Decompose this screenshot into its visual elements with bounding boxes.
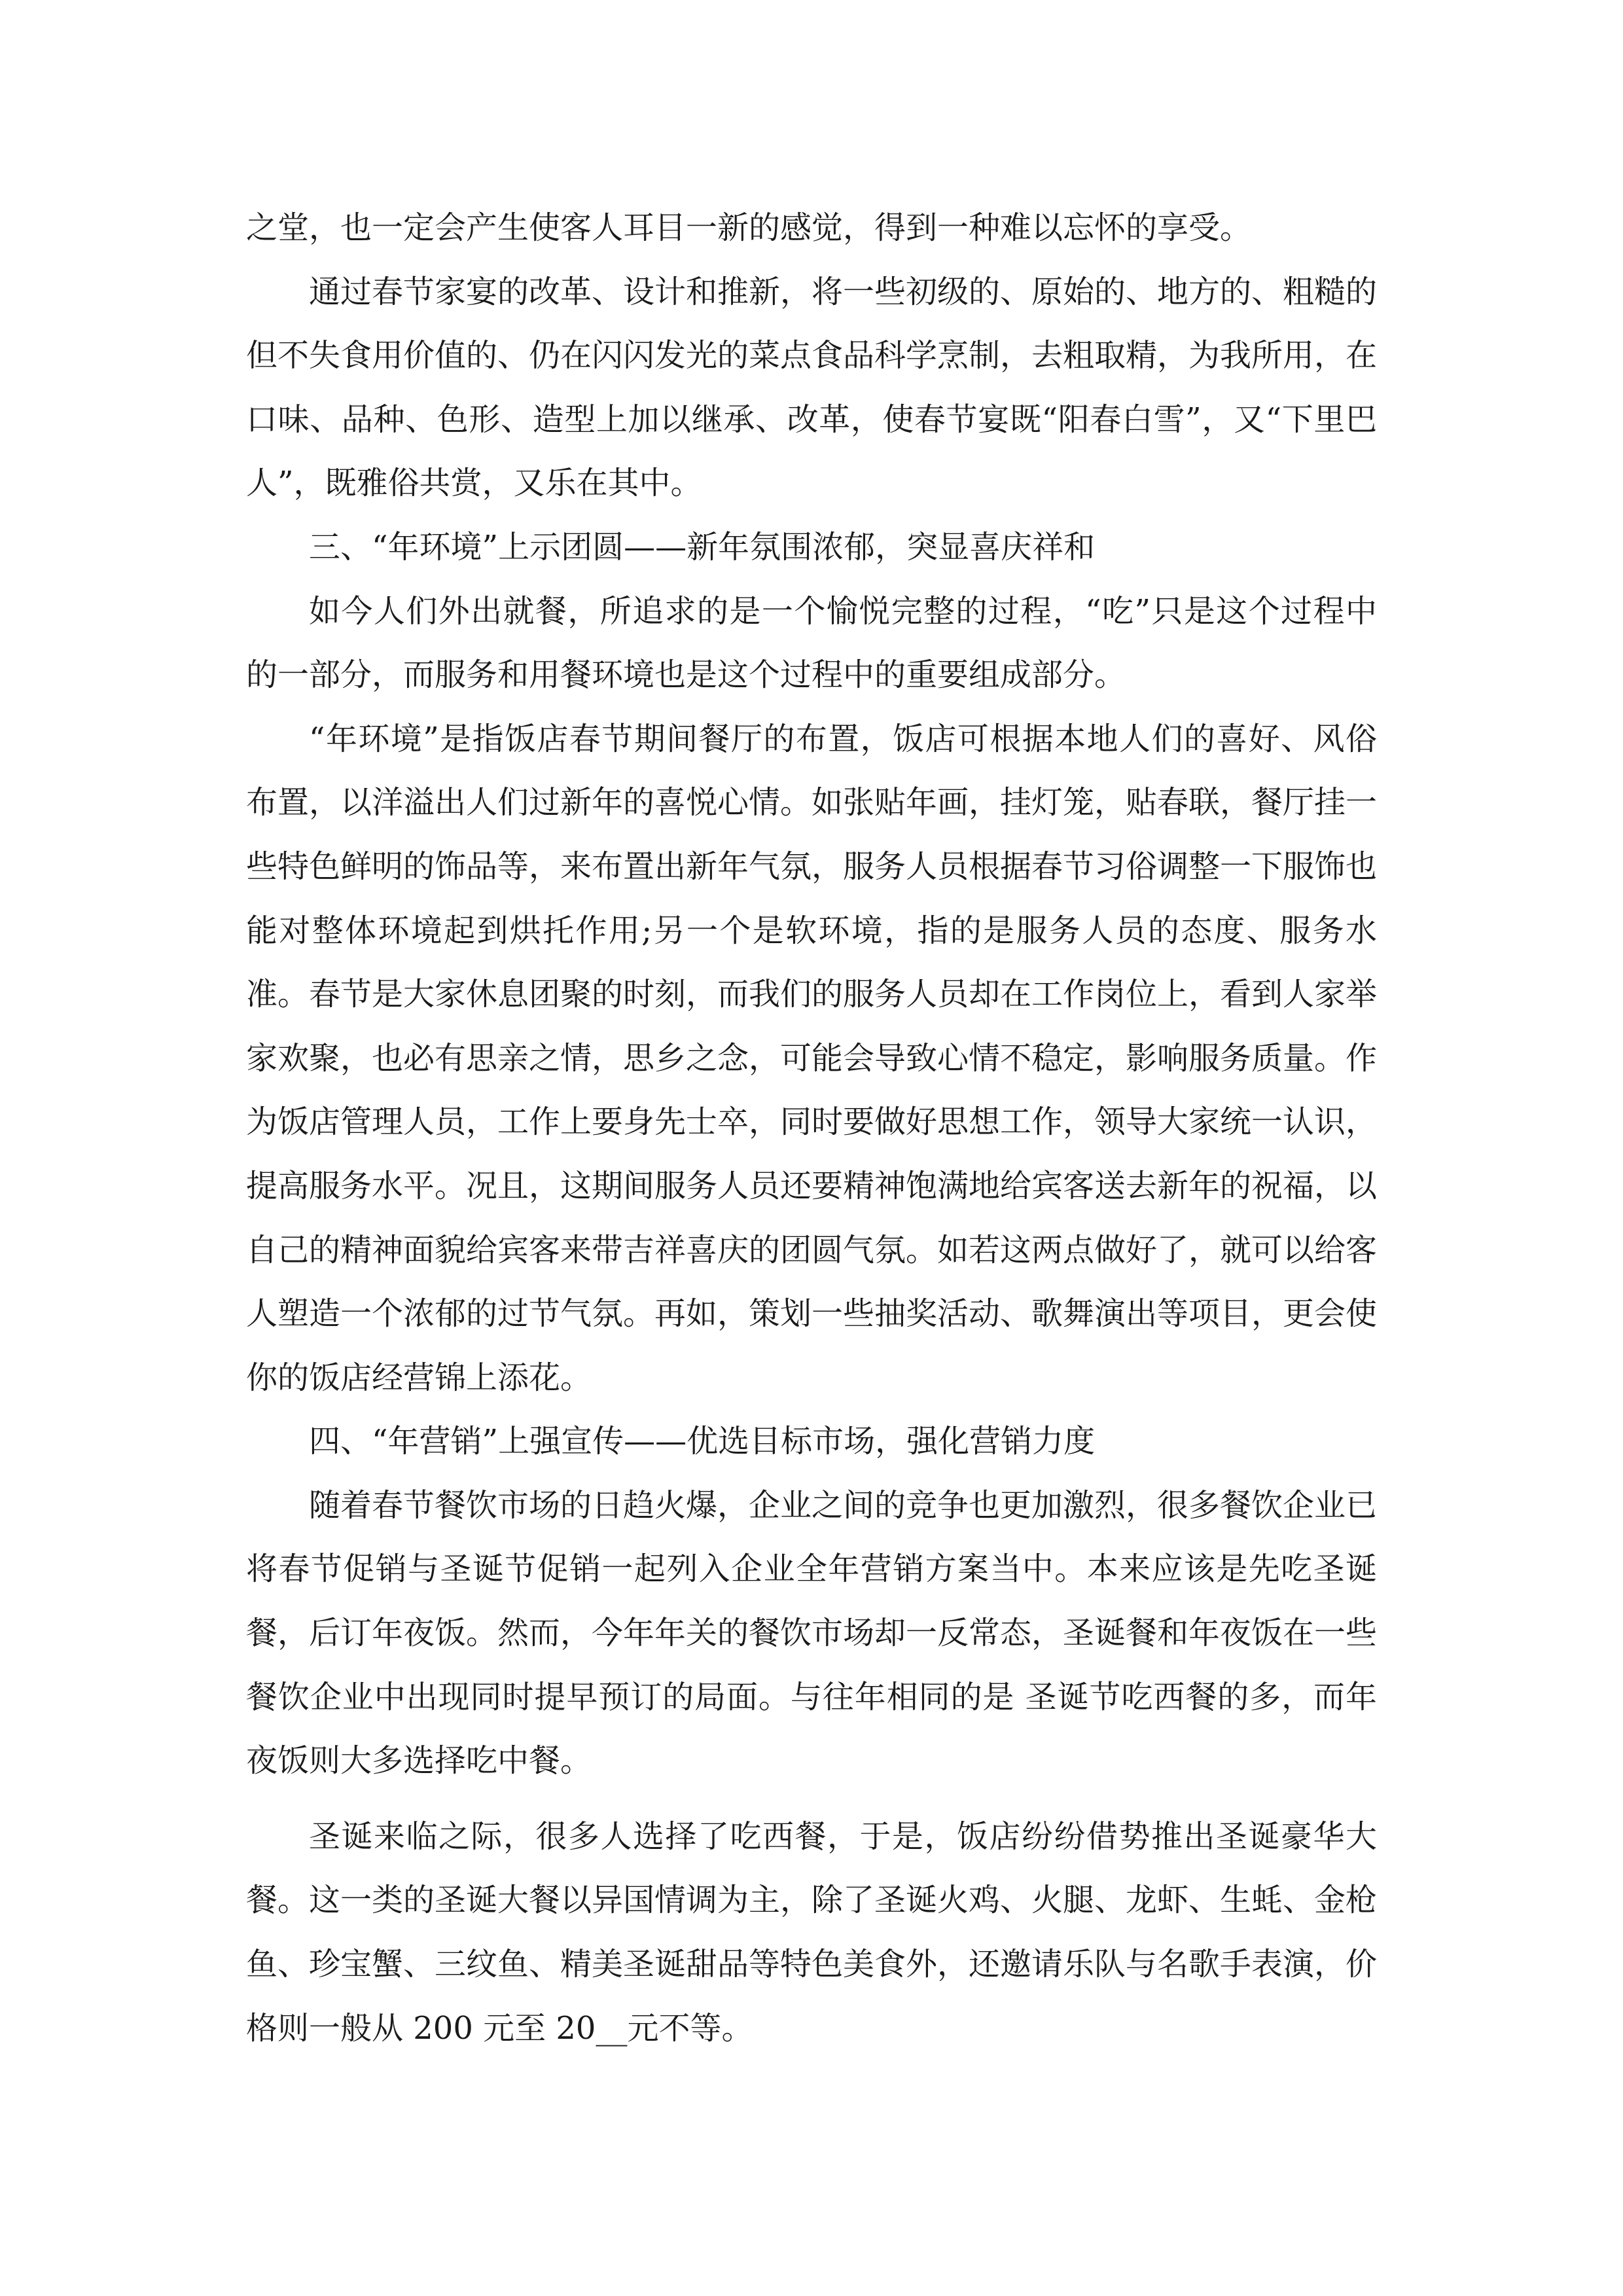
section-heading-4: 四、“年营销”上强宣传——优选目标市场，强化营销力度 xyxy=(309,1423,1096,1460)
paragraph-market-competition: 随着春节餐饮市场的日趋火爆，企业之间的竞争也更加激烈，很多餐饮企业已将春节促销与圣诞节促销一起列入企业全年营销方案当中。本来应该是先吃圣诞餐，后订年夜饭。然而，今年年关的餐饮市场却一反常态，圣诞餐和年夜饭在一些餐饮企业中出现同时提早预订的局面。与往年相同的是 圣诞节吃西餐的多，而年夜饭则大多选择吃中餐。 xyxy=(246,1486,1378,1780)
section-heading-3: 三、“年环境”上示团圆——新年氛围浓郁，突显喜庆祥和 xyxy=(309,528,1096,565)
body-text xyxy=(246,196,1377,2060)
paragraph-family-banquet: 通过春节家宴的改革、设计和推新，将一些初级的、原始的、地方的、粗糙的但不失食用价值的、仍在闪闪发光的菜点食品科学烹制，去粗取精，为我所用，在口味、品种、色形、造型上加以继承、改革，使春节宴既“阳春白雪”，又“下里巴人”，既雅俗共赏，又乐在其中。 xyxy=(246,273,1378,502)
paragraph-continuation: 之堂，也一定会产生使客人耳目一新的感觉，得到一种难以忘怀的享受。 xyxy=(246,209,1252,246)
paragraph-dining-process: 如今人们外出就餐，所追求的是一个愉悦完整的过程，“吃”只是这个过程中的一部分，而服务和用餐环境也是这个过程中的重要组成部分。 xyxy=(246,592,1377,694)
paragraph-christmas-dinner: 圣诞来临之际，很多人选择了吃西餐，于是，饭店纷纷借势推出圣诞豪华大餐。这一类的圣诞大餐以异国情调为主，除了圣诞火鸡、火腿、龙虾、生蚝、金枪鱼、珍宝蟹、三纹鱼、精美圣诞甜品等特色美食外，还邀请乐队与名歌手表演，价格则一般从 200 元至 20__元不等。 xyxy=(246,1818,1378,2047)
paragraph-new-year-environment: “年环境”是指饭店春节期间餐厅的布置，饭店可根据本地人们的喜好、风俗布置，以洋溢出人们过新年的喜悦心情。如张贴年画，挂灯笼，贴春联，餐厅挂一些特色鲜明的饰品等，来布置出新年气氛，服务人员根据春节习俗调整一下服饰也能对整体环境起到烘托作用;另一个是软环境，指的是服务人员的态度、服务水准。春节是大家休息团聚的时刻，而我们的服务人员却在工作岗位上，看到人家举家欢聚，也必有思亲之情，思乡之念，可能会导致心情不稳定，影响服务质量。作为饭店管理人员，工作上要身先士卒，同时要做好思想工作，领导大家统一认识，提高服务水平。况且，这期间服务人员还要精神饱满地给宾客送去新年的祝福，以自己的精神面貌给宾客来带吉祥喜庆的团圆气氛。如若这两点做好了，就可以给客人塑造一个浓郁的过节气氛。再如，策划一些抽奖活动、歌舞演出等项目，更会使你的饭店经营锦上添花。 xyxy=(246,720,1378,1396)
